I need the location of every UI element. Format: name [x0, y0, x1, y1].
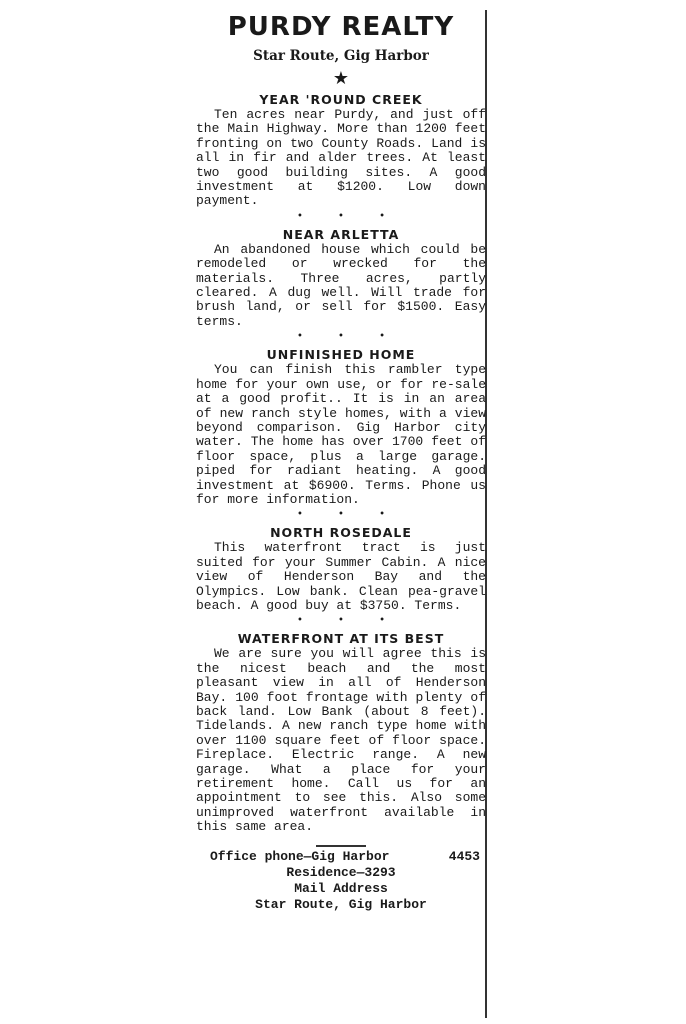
- dot-separator: • • •: [296, 615, 402, 627]
- office-phone-label: Office phone—Gig Harbor: [210, 848, 390, 864]
- star-icon: ★: [332, 68, 350, 89]
- office-phone-line: [196, 849, 486, 865]
- mail-address-label: Mail Address: [294, 880, 388, 896]
- listing-body: You can finish this rambler type home for your own use, or for re-sale at a good profit.. It is in an area of new ranch style homes, with a view beyond comparison. Gig Harbor city water. The home has over 1700 feet of floor space, plus a large garage. piped for radiant heating. A good investment at $6900. Terms. Phone us for more information.: [196, 362, 486, 507]
- listing-title: WATERFRONT AT ITS BEST: [237, 631, 445, 647]
- office-phone-number: 4453: [448, 848, 480, 864]
- listing-north-rosedale: [196, 525, 486, 613]
- dot-separator: • • •: [296, 509, 402, 521]
- listing-title: NEAR ARLETTA: [282, 226, 400, 242]
- listing-year-round-creek: [196, 92, 486, 209]
- listing-title: UNFINISHED HOME: [266, 347, 416, 363]
- listing-body: An abandoned house which could be remodeled or wrecked for the materials. Three acres, partly cleared. A dug well. Will trade for brush land, or sell for $1500. Easy terms.: [196, 241, 486, 329]
- contact-block: [196, 849, 486, 913]
- company-address: Star Route, Gig Harbor: [253, 48, 429, 64]
- listing-title: NORTH ROSEDALE: [270, 525, 412, 541]
- listing-body: Ten acres near Purdy, and just off the Main Highway. More than 1200 feet fronting on two County Roads. Land is all in fir and alder trees. At least two good building sites. A good investment at $1200. Low down payment.: [196, 107, 486, 209]
- dot-separator: • • •: [296, 331, 402, 343]
- mail-address: Star Route, Gig Harbor: [255, 896, 427, 912]
- listing-near-arletta: [196, 227, 486, 329]
- listing-title: YEAR 'ROUND CREEK: [259, 92, 423, 107]
- listing-unfinished-home: [196, 347, 486, 507]
- listing-body: We are sure you will agree this is the nicest beach and the most pleasant view in all of Henderson Bay. 100 foot frontage with plenty of back land. Low Bank (about 8 feet). Tidelands. A new ranch type home with over 1100 square feet of floor space. Fireplace. Electric range. A new garage. What a place for your retirement home. Call us for an appointment to see this. Also some unimproved waterfront available in this same area.: [196, 646, 486, 835]
- listing-body: This waterfront tract is just suited for your Summer Cabin. A nice view of Henderson Bay and the Olympics. Low bank. Clean pea-gravel beach. A good buy at $3750. Terms.: [196, 540, 486, 613]
- listing-waterfront: [196, 631, 486, 834]
- company-name: PURDY REALTY: [227, 12, 455, 42]
- residence-phone: Residence—3293: [286, 864, 396, 880]
- contact-divider: [316, 845, 366, 847]
- advertisement-column: [196, 8, 486, 913]
- dot-separator: • • •: [296, 210, 402, 222]
